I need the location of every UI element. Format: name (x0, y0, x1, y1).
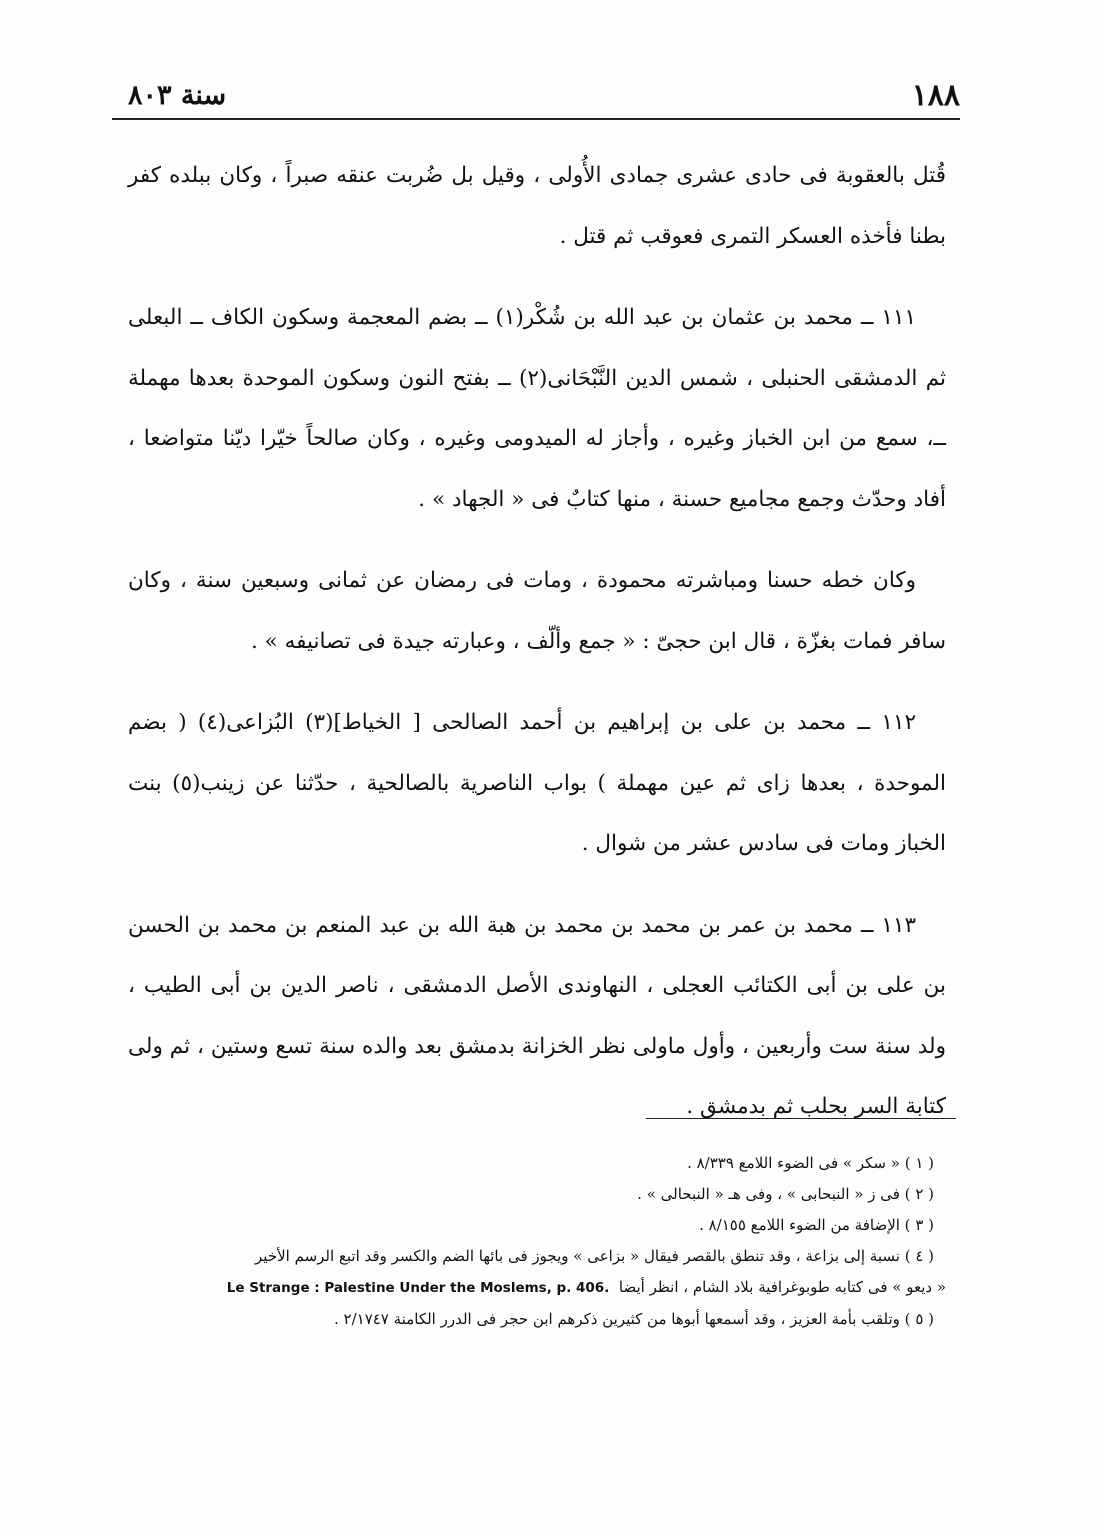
entry-111: ١١١ ــ محمد بن عثمان بن عبد الله بن شُكْر(١) ــ بضم المعجمة وسكون الكاف ــ البعلى ثم الدمشقى الحنبلى ، شمس الدين النَّبْحَانى(٢) ــ بفتح النون وسكون الموحدة بعدها مهملة ــ، سمع من ابن الخباز وغيره ، وأجاز له الميدومى وغيره ، وكان صالحاً خيّرا ديّنا متواضعا ، أفاد وحدّث وجمع مجاميع حسنة ، منها كتابٌ فى « الجهاد » . (128, 305, 946, 512)
running-head-year: سنة ٨٠٣ (128, 80, 227, 111)
footnote-4-continued (128, 1272, 946, 1304)
footnote-1: ( ١ ) « سكر » فى الضوء اللامع ٨/٣٣٩ . (687, 1154, 934, 1172)
entry-111-continued: وكان خطه حسنا ومباشرته محمودة ، ومات فى رمضان عن ثمانى وسبعين سنة ، وكان سافر فمات بغزّة ، قال ابن حجىّ : « جمع وألّف ، وعبارته جيدة فى تصانيفه » . (128, 568, 946, 654)
page-header (118, 72, 960, 118)
footnote-3: ( ٣ ) الإضافة من الضوء اللامع ٨/١٥٥ . (699, 1216, 934, 1234)
footnote-2: ( ٢ ) فى ز « النبحابى » ، وفى هـ « النبحالى » . (637, 1185, 934, 1203)
page-number: ١٨٨ (911, 78, 960, 113)
main-text (128, 146, 946, 1159)
footnote-4: ( ٤ ) نسبة إلى بزاعة ، وقد تنطق بالقصر فيقال « بزاعى » ويجوز فى بائها الضم والكسر وقد اتبع الرسم الأخير (255, 1247, 934, 1265)
footnote-4-arabic-tail: « ديعو » فى كتابه طوبوغرافية بلاد الشام ، انظر أيضا (618, 1278, 946, 1296)
footnote-rule (646, 1118, 956, 1119)
header-rule (112, 118, 960, 120)
entry-112: ١١٢ ــ محمد بن على بن إبراهيم بن أحمد الصالحى [ الخياط](٣) البُزاعى(٤) ( بضم الموحدة ، بعدها زاى ثم عين مهملة ) بواب الناصرية بالصالحية ، حدّثنا عن زينب(٥) بنت الخباز ومات فى سادس عشر من شوال . (128, 710, 947, 856)
entry-113: ١١٣ ــ محمد بن عمر بن محمد بن محمد بن هبة الله بن عبد المنعم بن محمد بن الحسن بن على بن أبى الكتائب العجلى ، النهاوندى الأصل الدمشقى ، ناصر الدين بن أبى الطيب ، ولد سنة ست وأربعين ، وأول ماولى نظر الخزانة بدمشق بعد والده سنة تسع وستين ، ثم ولى كتابة السر بحلب ثم بدمشق . (128, 912, 946, 1119)
footnote-5: ( ٥ ) وتلقب بأمة العزيز ، وقد أسمعها أبوها من كثيرين ذكرهم ابن حجر فى الدرر الكامنة ٢/١٧٤٧ . (333, 1310, 934, 1328)
paragraph-continuation: قُتل بالعقوبة فى حادى عشرى جمادى الأُولى ، وقيل بل ضُربت عنقه صبراً ، وكان ببلده كفر بطنا فأخذه العسكر التمرى فعوقب ثم قتل . (128, 163, 946, 249)
footnotes (128, 1148, 946, 1335)
footnote-4-latin-reference: Le Strange : Palestine Under the Moslems, p. 406. (226, 1280, 610, 1296)
